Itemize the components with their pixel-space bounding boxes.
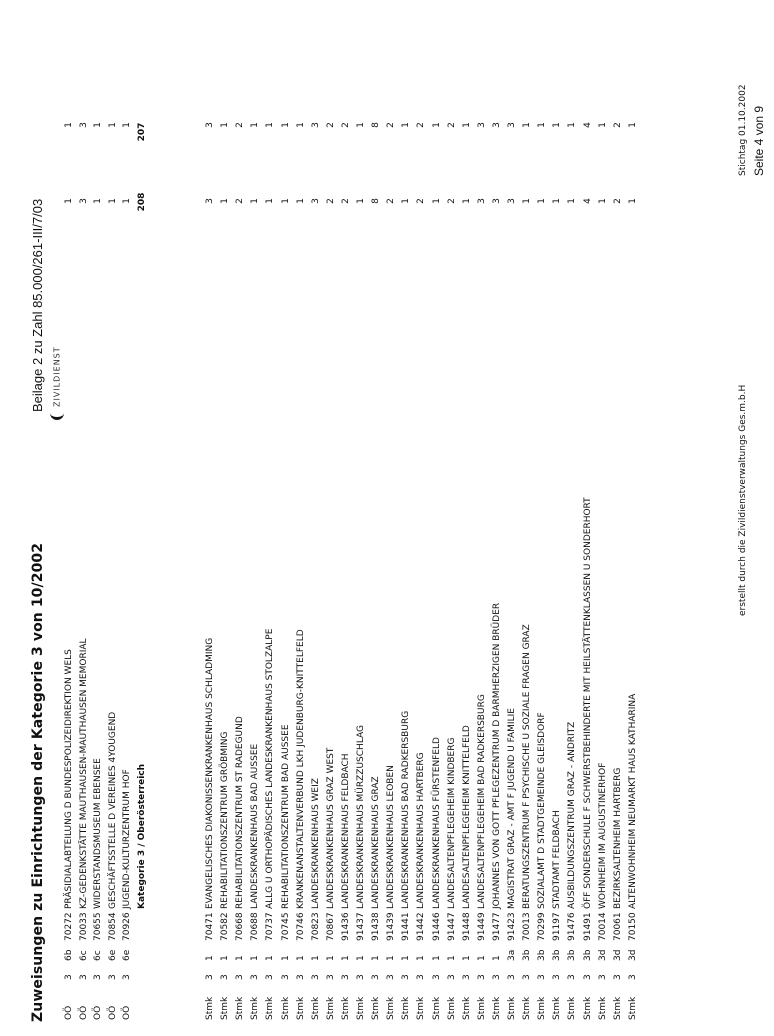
cell-name: BERATUNGSZENTRUM F PSYCHISCHE U SOZIALE FRAGEN GRAZ bbox=[522, 624, 533, 909]
cell-a: 2 bbox=[416, 198, 427, 204]
cell-land: OÖ bbox=[93, 1005, 104, 1020]
cell-a: 2 bbox=[235, 198, 246, 204]
cell-nr: 70737 bbox=[265, 912, 276, 941]
cell-nr: 70150 bbox=[627, 912, 638, 941]
cell-b: 1 bbox=[265, 122, 276, 128]
summary-a: 208 bbox=[137, 192, 147, 212]
cell-name: REHABILITATIONSZENTRUM GRÖBMING bbox=[220, 731, 231, 909]
cell-b: 3 bbox=[507, 122, 517, 128]
cell-b: 1 bbox=[552, 122, 563, 128]
cell-kat: 3 bbox=[416, 974, 427, 980]
cell-name: LANDESKRANKENHAUS BAD AUSSEE bbox=[250, 743, 261, 909]
cell-sub: 1 bbox=[250, 955, 261, 961]
cell-land: Stmk bbox=[491, 996, 502, 1020]
cell-sub: 1 bbox=[401, 955, 412, 961]
cell-name: LANDESKRANKENHAUS FÜRSTENFELD bbox=[431, 737, 442, 909]
cell-sub: 1 bbox=[280, 955, 291, 961]
cell-sub: 1 bbox=[386, 955, 397, 961]
cell-name: LANDESKRANKENHAUS WEIZ bbox=[310, 778, 321, 909]
cell-b: 2 bbox=[446, 122, 457, 128]
cell-land: Stmk bbox=[522, 996, 533, 1020]
cell-kat: 3 bbox=[401, 974, 412, 980]
cell-nr: 91438 bbox=[371, 912, 382, 941]
cell-sub: 1 bbox=[371, 955, 382, 961]
cell-kat: 3 bbox=[356, 974, 366, 980]
cell-nr: 70926 bbox=[122, 912, 133, 941]
cell-a: 1 bbox=[627, 198, 638, 204]
summary-b: 207 bbox=[137, 122, 147, 142]
cell-nr: 91442 bbox=[416, 912, 427, 941]
cell-land: Stmk bbox=[537, 996, 548, 1020]
cell-kat: 3 bbox=[476, 974, 487, 980]
cell-name: REHABILITATIONSZENTRUM BAD AUSSEE bbox=[280, 724, 291, 909]
cell-name: ALLG U ORTHOPÄDISCHES LANDESKRANKENHAUS STOLZALPE bbox=[265, 628, 276, 909]
cell-sub: 6b bbox=[64, 949, 74, 961]
cell-b: 4 bbox=[582, 122, 593, 128]
cell-land: Stmk bbox=[461, 996, 472, 1020]
page-number: Seite 4 von 9 bbox=[752, 105, 766, 176]
cell-b: 3 bbox=[491, 122, 502, 128]
cell-a: 2 bbox=[386, 198, 397, 204]
cell-sub: 1 bbox=[476, 955, 487, 961]
cell-a: 3 bbox=[205, 198, 215, 204]
cell-name: LANDESALTENPFLEGEHEIM KINDBERG bbox=[446, 737, 457, 909]
cell-nr: 91437 bbox=[356, 912, 366, 941]
cell-sub: 1 bbox=[325, 955, 336, 961]
cell-land: Stmk bbox=[295, 996, 306, 1020]
cell-name: WOHNHEIM IM AUGUSTINERHOF bbox=[597, 762, 608, 909]
cell-a: 4 bbox=[582, 198, 593, 204]
cell-land: Stmk bbox=[597, 996, 608, 1020]
cell-name: LANDESKRANKENHAUS HARTBERG bbox=[416, 752, 427, 909]
cell-sub: 3a bbox=[507, 949, 517, 961]
cell-a: 1 bbox=[401, 198, 412, 204]
cell-b: 1 bbox=[280, 122, 291, 128]
cell-nr: 70582 bbox=[220, 912, 231, 941]
summary-name: Kategorie 3 / Oberösterreich bbox=[137, 763, 147, 909]
cell-b: 1 bbox=[64, 122, 74, 128]
cell-kat: 3 bbox=[250, 974, 261, 980]
cell-kat: 3 bbox=[78, 974, 89, 980]
cell-nr: 70013 bbox=[522, 912, 533, 941]
cell-name: LANDESKRANKENHAUS MÜRZZUSCHLAG bbox=[356, 724, 366, 909]
cell-land: Stmk bbox=[386, 996, 397, 1020]
cell-land: Stmk bbox=[567, 996, 578, 1020]
cell-b: 3 bbox=[205, 122, 215, 128]
cell-a: 1 bbox=[461, 198, 472, 204]
cell-name: JUGEND-KULTURZENTRUM HOF bbox=[122, 769, 133, 909]
cell-name: REHABILITATIONSZENTRUM ST RADEGUND bbox=[235, 716, 246, 909]
cell-land: Stmk bbox=[205, 996, 215, 1020]
cell-name: KZ-GEDENKSTÄTTE MAUTHAUSEN-MAUTHAUSEN MEMORIAL bbox=[78, 638, 89, 909]
cell-nr: 91477 bbox=[491, 912, 502, 941]
cell-name: WIDERSTANDSMUSEUM EBENSEE bbox=[93, 758, 104, 909]
cell-b: 1 bbox=[93, 122, 104, 128]
cell-sub: 1 bbox=[431, 955, 442, 961]
cell-a: 1 bbox=[122, 198, 133, 204]
cell-kat: 3 bbox=[325, 974, 336, 980]
cell-nr: 70033 bbox=[78, 912, 89, 941]
cell-sub: 1 bbox=[416, 955, 427, 961]
page-title: Zuweisungen zu Einrichtungen der Kategorie 3 von 10/2002 bbox=[30, 542, 46, 1022]
cell-kat: 3 bbox=[107, 974, 118, 980]
cell-sub: 1 bbox=[310, 955, 321, 961]
cell-kat: 3 bbox=[597, 974, 608, 980]
cell-sub: 1 bbox=[295, 955, 306, 961]
cell-land: Stmk bbox=[552, 996, 563, 1020]
cell-sub: 6c bbox=[93, 950, 104, 961]
cell-kat: 3 bbox=[265, 974, 276, 980]
cell-a: 3 bbox=[476, 198, 487, 204]
cell-b: 2 bbox=[612, 122, 623, 128]
cell-kat: 3 bbox=[386, 974, 397, 980]
cell-name: STADTAMT FELDBACH bbox=[552, 810, 563, 909]
cell-name: MAGISTRAT GRAZ - AMT F JUGEND U FAMILIE bbox=[507, 708, 517, 909]
cell-land: Stmk bbox=[612, 996, 623, 1020]
cell-name: LANDESKRANKENHAUS BAD RADKERSBURG bbox=[401, 710, 412, 909]
cell-nr: 70655 bbox=[93, 912, 104, 941]
cell-name: LANDESKRANKENHAUS LEOBEN bbox=[386, 765, 397, 909]
cell-nr: 91447 bbox=[446, 912, 457, 941]
cell-name: JOHANNES VON GOTT PFLEGEZENTRUM D BARMHERZIGEN BRÜDER bbox=[491, 602, 502, 909]
cell-sub: 1 bbox=[340, 955, 351, 961]
cell-name: ALTENWOHNHEIM NEUMARKT HAUS KATHARINA bbox=[627, 693, 638, 909]
cell-kat: 3 bbox=[371, 974, 382, 980]
cell-a: 1 bbox=[93, 198, 104, 204]
cell-b: 3 bbox=[476, 122, 487, 128]
cell-a: 2 bbox=[612, 198, 623, 204]
cell-nr: 91446 bbox=[431, 912, 442, 941]
cell-nr: 70272 bbox=[64, 912, 74, 941]
cell-a: 8 bbox=[371, 198, 382, 204]
zivildienst-logo bbox=[50, 346, 64, 420]
logo-arc-icon bbox=[50, 409, 64, 420]
cell-b: 1 bbox=[537, 122, 548, 128]
cell-a: 1 bbox=[567, 198, 578, 204]
cell-land: Stmk bbox=[507, 996, 517, 1020]
cell-b: 1 bbox=[401, 122, 412, 128]
cell-b: 1 bbox=[567, 122, 578, 128]
cell-sub: 3b bbox=[582, 949, 593, 961]
cell-sub: 3b bbox=[537, 949, 548, 961]
cell-name: KRANKENANSTALTENVERBUND LKH JUDENBURG-KNITTELFELD bbox=[295, 629, 306, 909]
cell-land: OÖ bbox=[78, 1005, 89, 1020]
cell-land: Stmk bbox=[265, 996, 276, 1020]
cell-a: 1 bbox=[107, 198, 118, 204]
cell-b: 3 bbox=[310, 122, 321, 128]
cell-sub: 3d bbox=[597, 949, 608, 961]
cell-nr: 91448 bbox=[461, 912, 472, 941]
cell-kat: 3 bbox=[582, 974, 593, 980]
cell-kat: 3 bbox=[507, 974, 517, 980]
cell-a: 2 bbox=[325, 198, 336, 204]
cell-land: OÖ bbox=[107, 1005, 118, 1020]
cell-kat: 3 bbox=[537, 974, 548, 980]
cell-name: LANDESALTENPFLEGEHEIM BAD RADKERSBURG bbox=[476, 694, 487, 909]
cell-land: Stmk bbox=[356, 996, 366, 1020]
cell-land: Stmk bbox=[340, 996, 351, 1020]
cell-kat: 3 bbox=[295, 974, 306, 980]
cell-b: 1 bbox=[295, 122, 306, 128]
cell-sub: 1 bbox=[220, 955, 231, 961]
cell-name: AUSBILDUNGSZENTRUM GRAZ - ANDRITZ bbox=[567, 721, 578, 909]
cell-kat: 3 bbox=[280, 974, 291, 980]
cell-sub: 1 bbox=[356, 955, 366, 961]
cell-name: BEZIRKSALTENHEIM HARTBERG bbox=[612, 767, 623, 909]
cell-kat: 3 bbox=[431, 974, 442, 980]
cell-land: Stmk bbox=[401, 996, 412, 1020]
cell-b: 1 bbox=[122, 122, 133, 128]
cell-kat: 3 bbox=[205, 974, 215, 980]
cell-land: Stmk bbox=[582, 996, 593, 1020]
cell-a: 1 bbox=[356, 198, 366, 204]
cell-a: 1 bbox=[295, 198, 306, 204]
cell-nr: 70688 bbox=[250, 912, 261, 941]
cell-b: 2 bbox=[416, 122, 427, 128]
cell-sub: 1 bbox=[461, 955, 472, 961]
cell-land: Stmk bbox=[280, 996, 291, 1020]
cell-a: 3 bbox=[507, 198, 517, 204]
cell-land: Stmk bbox=[250, 996, 261, 1020]
cell-name: SOZIALAMT D STADTGEMEINDE GLEISDORF bbox=[537, 712, 548, 909]
cell-nr: 91491 bbox=[582, 912, 593, 941]
cell-a: 1 bbox=[522, 198, 533, 204]
cell-a: 1 bbox=[537, 198, 548, 204]
cell-a: 1 bbox=[597, 198, 608, 204]
cell-name: EVANGELISCHES DIAKONISSENKRANKENHAUS SCHLADMING bbox=[205, 637, 215, 909]
cell-land: OÖ bbox=[122, 1005, 133, 1020]
cell-kat: 3 bbox=[220, 974, 231, 980]
cell-sub: 3b bbox=[567, 949, 578, 961]
cell-land: Stmk bbox=[235, 996, 246, 1020]
cell-nr: 91439 bbox=[386, 912, 397, 941]
logo-text: ZIVILDIENST bbox=[52, 346, 62, 407]
cell-nr: 70471 bbox=[205, 912, 215, 941]
cell-land: OÖ bbox=[64, 1005, 74, 1020]
cell-a: 3 bbox=[310, 198, 321, 204]
cell-a: 1 bbox=[552, 198, 563, 204]
reference-date: Stichtag 01.10.2002 bbox=[738, 84, 748, 176]
cell-b: 2 bbox=[340, 122, 351, 128]
cell-land: Stmk bbox=[476, 996, 487, 1020]
cell-kat: 3 bbox=[461, 974, 472, 980]
cell-a: 1 bbox=[250, 198, 261, 204]
cell-land: Stmk bbox=[220, 996, 231, 1020]
cell-land: Stmk bbox=[371, 996, 382, 1020]
cell-a: 1 bbox=[431, 198, 442, 204]
cell-sub: 1 bbox=[491, 955, 502, 961]
cell-nr: 70014 bbox=[597, 912, 608, 941]
cell-b: 1 bbox=[220, 122, 231, 128]
cell-sub: 1 bbox=[446, 955, 457, 961]
cell-a: 2 bbox=[446, 198, 457, 204]
cell-kat: 3 bbox=[522, 974, 533, 980]
cell-sub: 6c bbox=[78, 950, 89, 961]
cell-nr: 91436 bbox=[340, 912, 351, 941]
cell-kat: 3 bbox=[552, 974, 563, 980]
cell-nr: 70746 bbox=[295, 912, 306, 941]
cell-kat: 3 bbox=[446, 974, 457, 980]
cell-kat: 3 bbox=[122, 974, 133, 980]
cell-sub: 6e bbox=[122, 949, 133, 961]
cell-kat: 3 bbox=[612, 974, 623, 980]
reference-number: Beilage 2 zu Zahl 85.000/261-III/7/03 bbox=[30, 198, 45, 412]
cell-a: 1 bbox=[64, 198, 74, 204]
cell-nr: 91197 bbox=[552, 912, 563, 941]
cell-b: 1 bbox=[107, 122, 118, 128]
cell-b: 1 bbox=[597, 122, 608, 128]
cell-nr: 91449 bbox=[476, 912, 487, 941]
cell-name: LANDESALTENPFLEGEHEIM KNITTELFELD bbox=[461, 725, 472, 909]
cell-nr: 70061 bbox=[612, 912, 623, 941]
cell-kat: 3 bbox=[340, 974, 351, 980]
cell-land: Stmk bbox=[310, 996, 321, 1020]
cell-kat: 3 bbox=[491, 974, 502, 980]
cell-a: 3 bbox=[78, 198, 89, 204]
cell-nr: 70854 bbox=[107, 912, 118, 941]
cell-kat: 3 bbox=[567, 974, 578, 980]
cell-b: 8 bbox=[371, 122, 382, 128]
cell-a: 1 bbox=[220, 198, 231, 204]
cell-b: 1 bbox=[627, 122, 638, 128]
cell-land: Stmk bbox=[446, 996, 457, 1020]
cell-b: 1 bbox=[356, 122, 366, 128]
cell-nr: 70745 bbox=[280, 912, 291, 941]
cell-name: LANDESKRANKENHAUS GRAZ bbox=[371, 776, 382, 909]
cell-kat: 3 bbox=[64, 974, 74, 980]
creator-note: erstellt durch die Zivildienstverwaltungs Ges.m.b.H bbox=[738, 384, 748, 616]
cell-a: 2 bbox=[340, 198, 351, 204]
cell-sub: 3d bbox=[612, 949, 623, 961]
cell-name: LANDESKRANKENHAUS GRAZ WEST bbox=[325, 747, 336, 909]
cell-name: PRÄSIDIALABTEILUNG D BUNDESPOLIZEIDIREKTION WELS bbox=[64, 649, 74, 909]
cell-b: 1 bbox=[461, 122, 472, 128]
cell-sub: 1 bbox=[205, 955, 215, 961]
cell-sub: 3d bbox=[627, 949, 638, 961]
cell-land: Stmk bbox=[416, 996, 427, 1020]
cell-name: ÖFF SONDERSCHULE F SCHWERSTBEHINDERTE MIT HEILSTÄTTENKLASSEN U SONDERHORT bbox=[582, 497, 593, 909]
cell-nr: 91476 bbox=[567, 912, 578, 941]
cell-sub: 3b bbox=[522, 949, 533, 961]
cell-b: 2 bbox=[386, 122, 397, 128]
cell-kat: 3 bbox=[93, 974, 104, 980]
cell-kat: 3 bbox=[627, 974, 638, 980]
cell-sub: 6e bbox=[107, 949, 118, 961]
cell-b: 2 bbox=[325, 122, 336, 128]
cell-name: GESCHÄFTSSTELLE D VEREINES 4YOUGEND bbox=[107, 711, 118, 909]
cell-kat: 3 bbox=[235, 974, 246, 980]
cell-land: Stmk bbox=[627, 996, 638, 1020]
cell-name: LANDESKRANKENHAUS FELDBACH bbox=[340, 753, 351, 909]
cell-nr: 70823 bbox=[310, 912, 321, 941]
cell-nr: 91423 bbox=[507, 912, 517, 941]
cell-b: 1 bbox=[522, 122, 533, 128]
cell-kat: 3 bbox=[310, 974, 321, 980]
cell-nr: 91441 bbox=[401, 912, 412, 941]
cell-a: 1 bbox=[265, 198, 276, 204]
cell-nr: 70668 bbox=[235, 912, 246, 941]
cell-sub: 3b bbox=[552, 949, 563, 961]
cell-nr: 70299 bbox=[537, 912, 548, 941]
cell-sub: 1 bbox=[235, 955, 246, 961]
cell-nr: 70867 bbox=[325, 912, 336, 941]
cell-a: 1 bbox=[280, 198, 291, 204]
cell-land: Stmk bbox=[325, 996, 336, 1020]
cell-b: 3 bbox=[78, 122, 89, 128]
cell-b: 2 bbox=[235, 122, 246, 128]
cell-sub: 1 bbox=[265, 955, 276, 961]
cell-b: 1 bbox=[250, 122, 261, 128]
cell-a: 3 bbox=[491, 198, 502, 204]
cell-b: 1 bbox=[431, 122, 442, 128]
cell-land: Stmk bbox=[431, 996, 442, 1020]
